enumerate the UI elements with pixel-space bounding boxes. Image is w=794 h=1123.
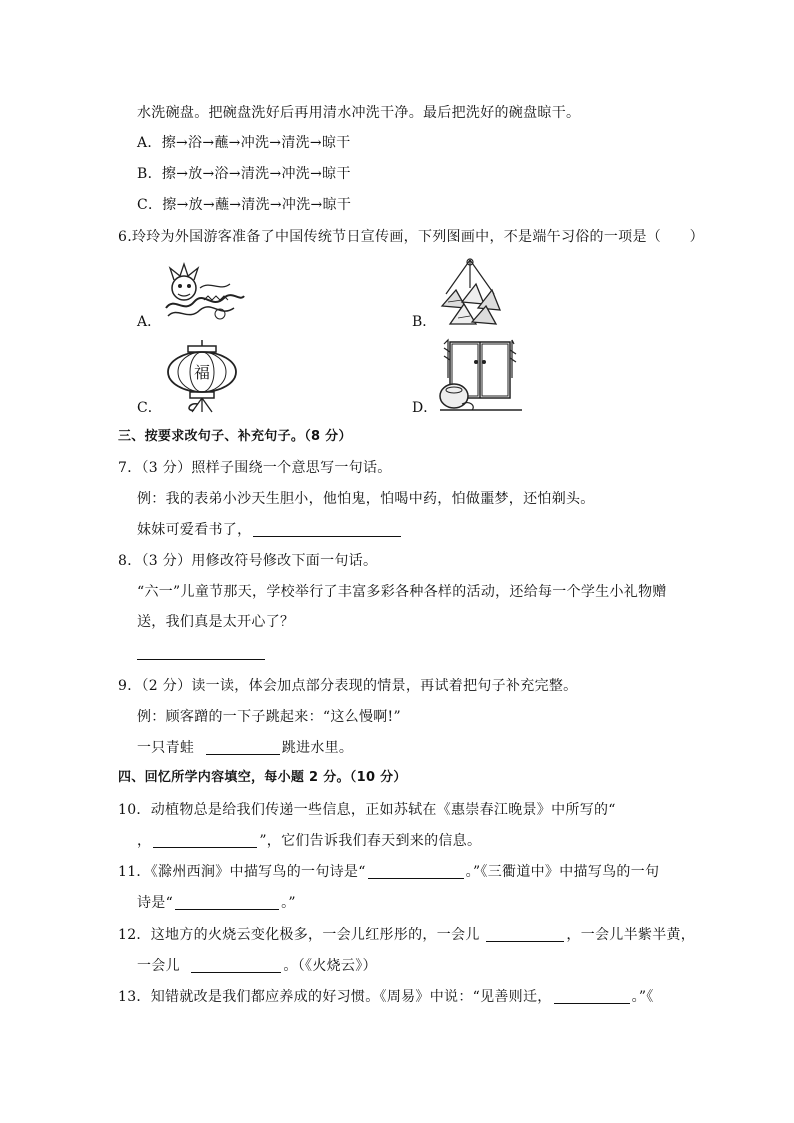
q11-line-1-before: 11．《滁州西涧》中描写鸟的一句诗是“ [118,864,366,880]
q11-answer-blank-1[interactable] [368,864,464,879]
q10-line-1: 10．动植物总是给我们传递一些信息，正如苏轼在《惠崇春江晚景》中所写的“ [118,802,616,818]
q8-stem: 8．（3 分）用修改符号修改下面一句话。 [118,553,378,569]
section-4-title: 四、回忆所学内容填空，每小题 2 分。（10 分） [118,770,407,785]
q8-answer-line[interactable] [137,659,265,660]
q7-example: 例：我的表弟小沙天生胆小，他怕鬼，怕喝中药，怕做噩梦，还怕剃头。 [137,491,595,507]
q9-prompt [137,739,353,757]
zongzi-icon[interactable] [436,258,504,328]
q6-stem: 6.玲玲为外国游客准备了中国传统节日宣传画，下列图画中，不是端午习俗的一项是（ ） [118,229,704,245]
q12-answer-blank-2[interactable] [191,958,281,973]
q10-line-2 [137,832,481,850]
lantern-character: 福 [193,363,211,382]
q11-line-1 [118,863,659,881]
q13-answer-blank[interactable] [554,989,630,1004]
q7-stem: 7．（3 分）照样子围绕一个意思写一句话。 [118,460,392,476]
q5-option-a[interactable]: A．擦→浴→蘸→冲洗→清洗→晾干 [137,135,351,151]
q10-line-2-after: ”，它们告诉我们春天到来的信息。 [259,833,482,849]
q12-line-1-after: ，一会儿半紫半黄， [566,927,696,943]
q11-line-2-before: 诗是“ [137,895,174,911]
q10-line-2-before: ， [137,833,152,849]
q12-answer-blank-1[interactable] [486,927,564,942]
lantern-icon[interactable] [162,340,242,414]
q11-answer-blank-2[interactable] [175,895,279,910]
q12-line-1-before: 12．这地方的火烧云变化极多，一会儿红彤彤的，一会儿 [118,927,480,943]
dragon-dance-icon[interactable] [160,258,246,328]
q13-line-1 [118,988,654,1006]
q5-continuation: 水洗碗盘。把碗盘洗好后再用清水冲洗干净。最后把洗好的碗盘晾干。 [137,105,581,121]
q12-line-2-after: 。（《火烧云》） [283,958,377,974]
section-3-title: 三、按要求改句子、补充句子。（8 分） [118,429,352,444]
q9-prompt-after: 跳进水里。 [281,740,354,756]
q12-line-2 [137,957,377,975]
q7-prompt-text: 妹妹可爱看书了， [137,522,252,538]
q9-example: 例：顾客蹭的一下子跳起来：“这么慢啊!” [137,709,401,725]
q7-answer-blank[interactable] [253,522,401,537]
q11-line-1-after: 。”《三衢道中》中描写鸟的一句 [465,864,660,880]
q6-option-a-label[interactable]: A． [137,314,162,330]
q5-option-b[interactable]: B．擦→放→浴→清洗→冲洗→晾干 [137,166,351,182]
q6-option-b-label[interactable]: B． [412,314,437,330]
q8-sentence-line-1: “六一”儿童节那天，学校举行了丰富多彩各种各样的活动，还给每一个学生小礼物赠 [137,584,667,600]
q6-option-c-label[interactable]: C． [137,400,162,416]
q9-answer-blank[interactable] [206,740,280,755]
q9-stem: 9．（2 分）读一读，体会加点部分表现的情景，再试着把句子补充完整。 [118,678,578,694]
q5-option-c[interactable]: C．擦→放→蘸→清洗→冲洗→晾干 [137,197,352,213]
q7-prompt [137,521,403,539]
q11-line-2 [137,894,296,912]
q10-answer-blank[interactable] [153,833,257,848]
q13-line-1-after: 。”《 [631,989,654,1005]
q12-line-1 [118,926,695,944]
q11-line-2-after: 。” [281,895,296,911]
q6-option-d-label[interactable]: D． [412,400,438,416]
q8-sentence-line-2: 送，我们真是太开心了？ [137,614,295,630]
q13-line-1-before: 13．知错就改是我们都应养成的好习惯。《周易》中说：“见善则迁， [118,989,552,1005]
q12-line-2-before: 一会儿 [137,958,180,974]
door-charm-icon[interactable] [436,338,526,414]
q9-prompt-before: 一只青蛙 [137,740,195,756]
